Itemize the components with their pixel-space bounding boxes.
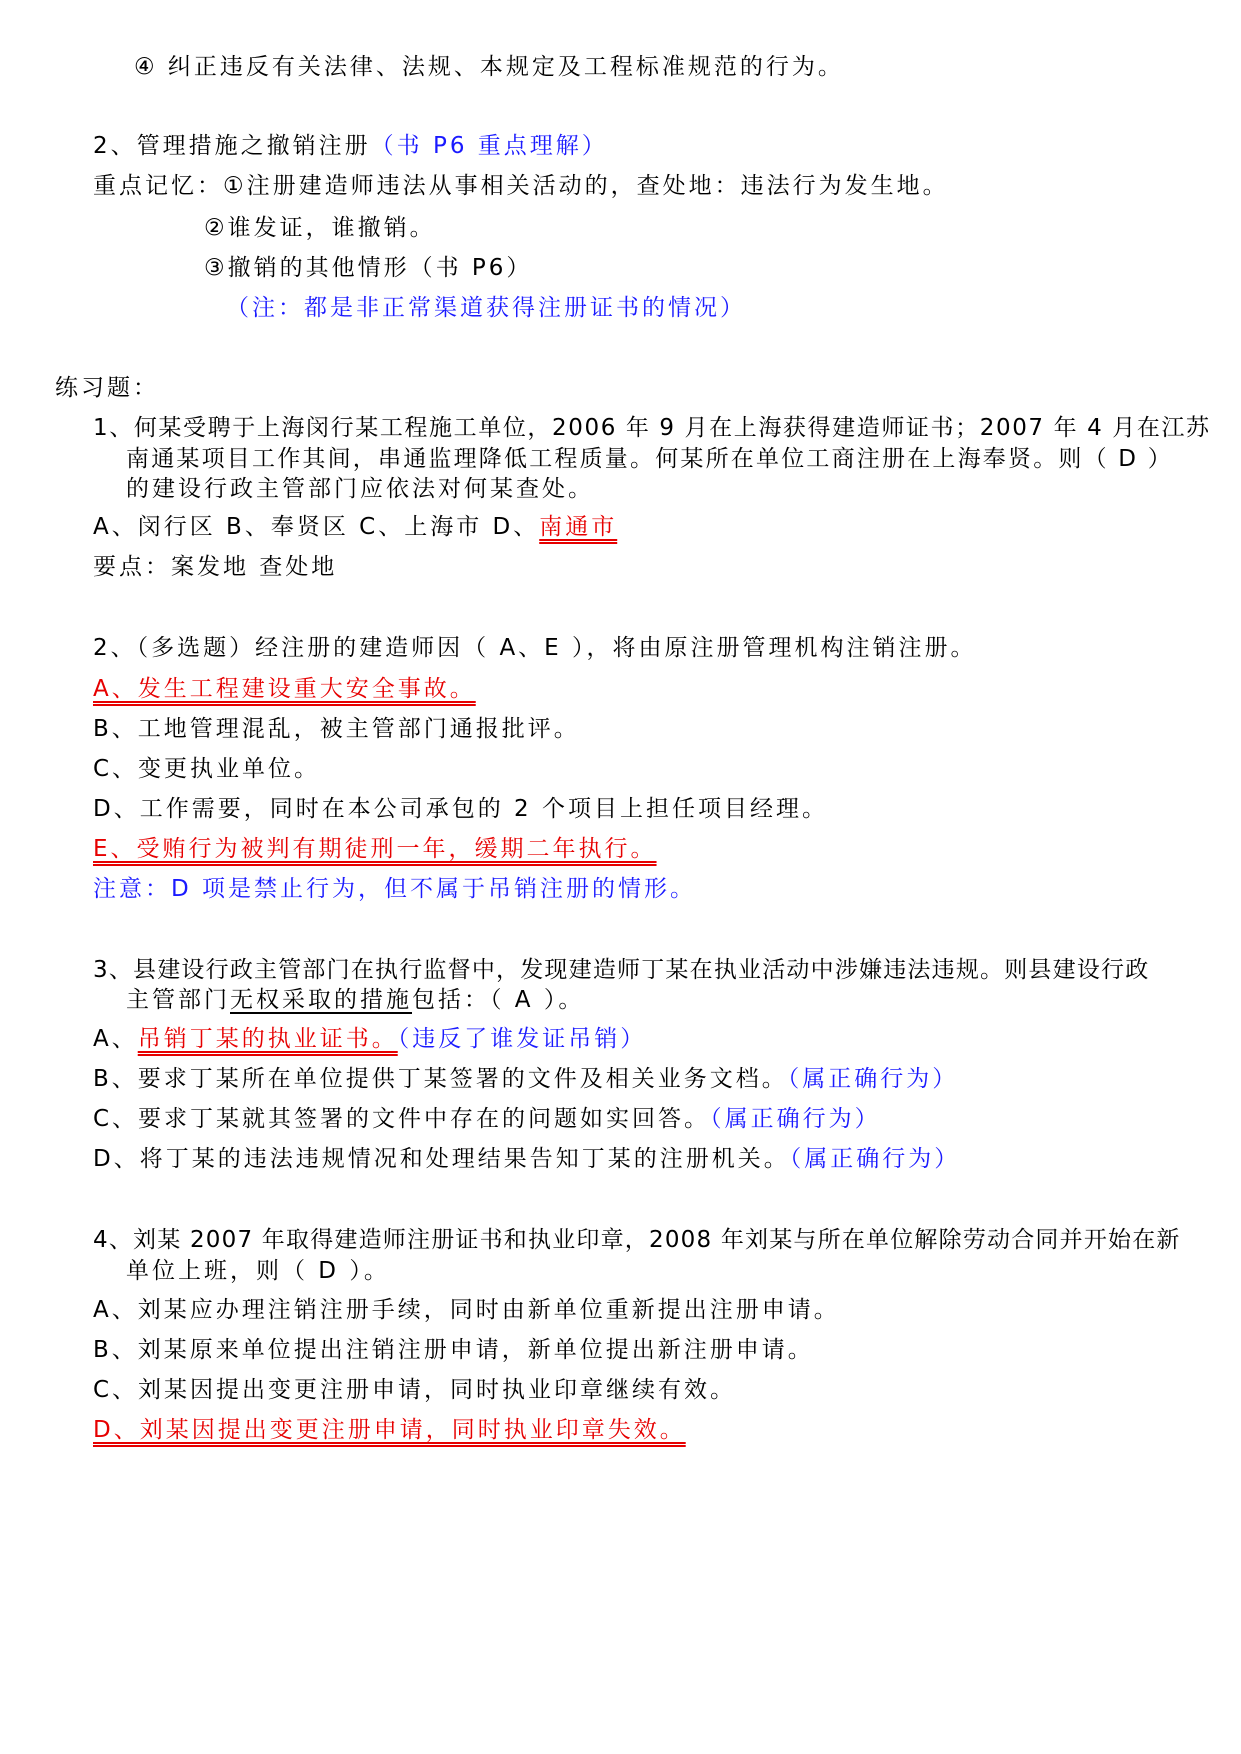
q2-option-e (93, 834, 657, 864)
section-2-heading (93, 131, 608, 161)
q2-option-a (93, 674, 476, 704)
q1-line-1: 1、何某受聘于上海闵行某工程施工单位，2006 年 9 月在上海获得建造师证书；2007 年 4 月在江苏 (93, 415, 1211, 441)
q1-answer: 南通市 (539, 514, 618, 540)
q2-option-b: B、工地管理混乱，被主管部门通报批评。 (93, 716, 580, 742)
q4-line-2: 单位上班，则（ D ）。 (126, 1258, 390, 1284)
q1-options-text: A、闵行区 B、奉贤区 C、上海市 D、 (93, 514, 540, 540)
q3-option-a (93, 1024, 646, 1054)
q3-option-b-text: B、要求丁某所在单位提供丁某签署的文件及相关业务文档。 (93, 1066, 788, 1092)
q3-line-2-c: 包括：（ A ）。 (412, 987, 585, 1013)
q2-stem: 2、（多选题）经注册的建造师因（ A、E ），将由原注册管理机构注销注册。 (93, 635, 977, 661)
q3-option-a-note: （违反了谁发证吊销） (397, 1026, 647, 1052)
q4-option-c: C、刘某因提出变更注册申请，同时执业印章继续有效。 (93, 1377, 737, 1403)
q2-option-e-text: E、受贿行为被判有期徒刑一年，缓期二年执行。 (93, 836, 657, 862)
q3-line-2 (126, 985, 584, 1015)
q3-line-2-underlined: 无权采取的措施 (230, 987, 412, 1013)
q3-option-d-text: D、将丁某的违法违规情况和处理结果告知丁某的注册机关。 (93, 1146, 790, 1172)
q4-option-d-text: D、刘某因提出变更注册申请，同时执业印章失效。 (93, 1417, 686, 1443)
q4-option-a: A、刘某应办理注销注册手续，同时由新单位重新提出注册申请。 (93, 1297, 840, 1323)
q3-option-c-note: （属正确行为） (710, 1106, 881, 1132)
key-memory-line-3: ③撤销的其他情形（书 P6） (204, 255, 533, 281)
q1-line-3: 的建设行政主管部门应依法对何某查处。 (126, 476, 594, 502)
q2-option-d: D、工作需要，同时在本公司承包的 2 个项目上担任项目经理。 (93, 796, 828, 822)
q3-line-2-a: 主管部门 (126, 987, 230, 1013)
q3-option-c-text: C、要求丁某就其签署的文件中存在的问题如实回答。 (93, 1106, 711, 1132)
section-2-note: （书 P6 重点理解） (370, 133, 608, 159)
q3-option-d (93, 1144, 960, 1174)
q1-options (93, 512, 617, 542)
q3-option-b-note: （属正确行为） (787, 1066, 959, 1092)
key-memory-note: （注：都是非正常渠道获得注册证书的情况） (226, 295, 746, 321)
exercise-heading: 练习题： (55, 375, 159, 401)
q2-note: 注意：D 项是禁止行为，但不属于吊销注册的情形。 (93, 876, 697, 902)
q3-option-d-note: （属正确行为） (789, 1146, 961, 1172)
key-memory-line-2: ②谁发证，谁撤销。 (204, 215, 436, 241)
q2-option-c: C、变更执业单位。 (93, 756, 321, 782)
section-2-title: 2、管理措施之撤销注册 (93, 133, 371, 159)
q4-option-b: B、刘某原来单位提出注销注册申请，新单位提出新注册申请。 (93, 1337, 814, 1363)
q4-option-d (93, 1415, 686, 1445)
q3-option-c (93, 1104, 881, 1134)
q3-line-1: 3、县建设行政主管部门在执行监督中，发现建造师丁某在执业活动中涉嫌违法违规。则县建设行政 (93, 957, 1150, 983)
q2-option-a-text: A、发生工程建设重大安全事故。 (93, 676, 476, 702)
q1-key-point: 要点：案发地 查处地 (93, 554, 338, 580)
q1-line-2: 南通某项目工作其间，串通监理降低工程质量。何某所在单位工商注册在上海奉贤。则（ D ） (126, 446, 1173, 472)
key-memory-line-1: 重点记忆：①注册建造师违法从事相关活动的，查处地：违法行为发生地。 (93, 173, 949, 199)
q3-option-b (93, 1064, 958, 1094)
q3-option-a-label: A、 (93, 1026, 138, 1052)
line-item-4: ④ 纠正违反有关法律、法规、本规定及工程标准规范的行为。 (134, 54, 844, 80)
q4-line-1: 4、刘某 2007 年取得建造师注册证书和执业印章，2008 年刘某与所在单位解除劳动合同并开始在新 (93, 1227, 1181, 1253)
q3-option-a-answer: 吊销丁某的执业证书。 (137, 1026, 398, 1052)
